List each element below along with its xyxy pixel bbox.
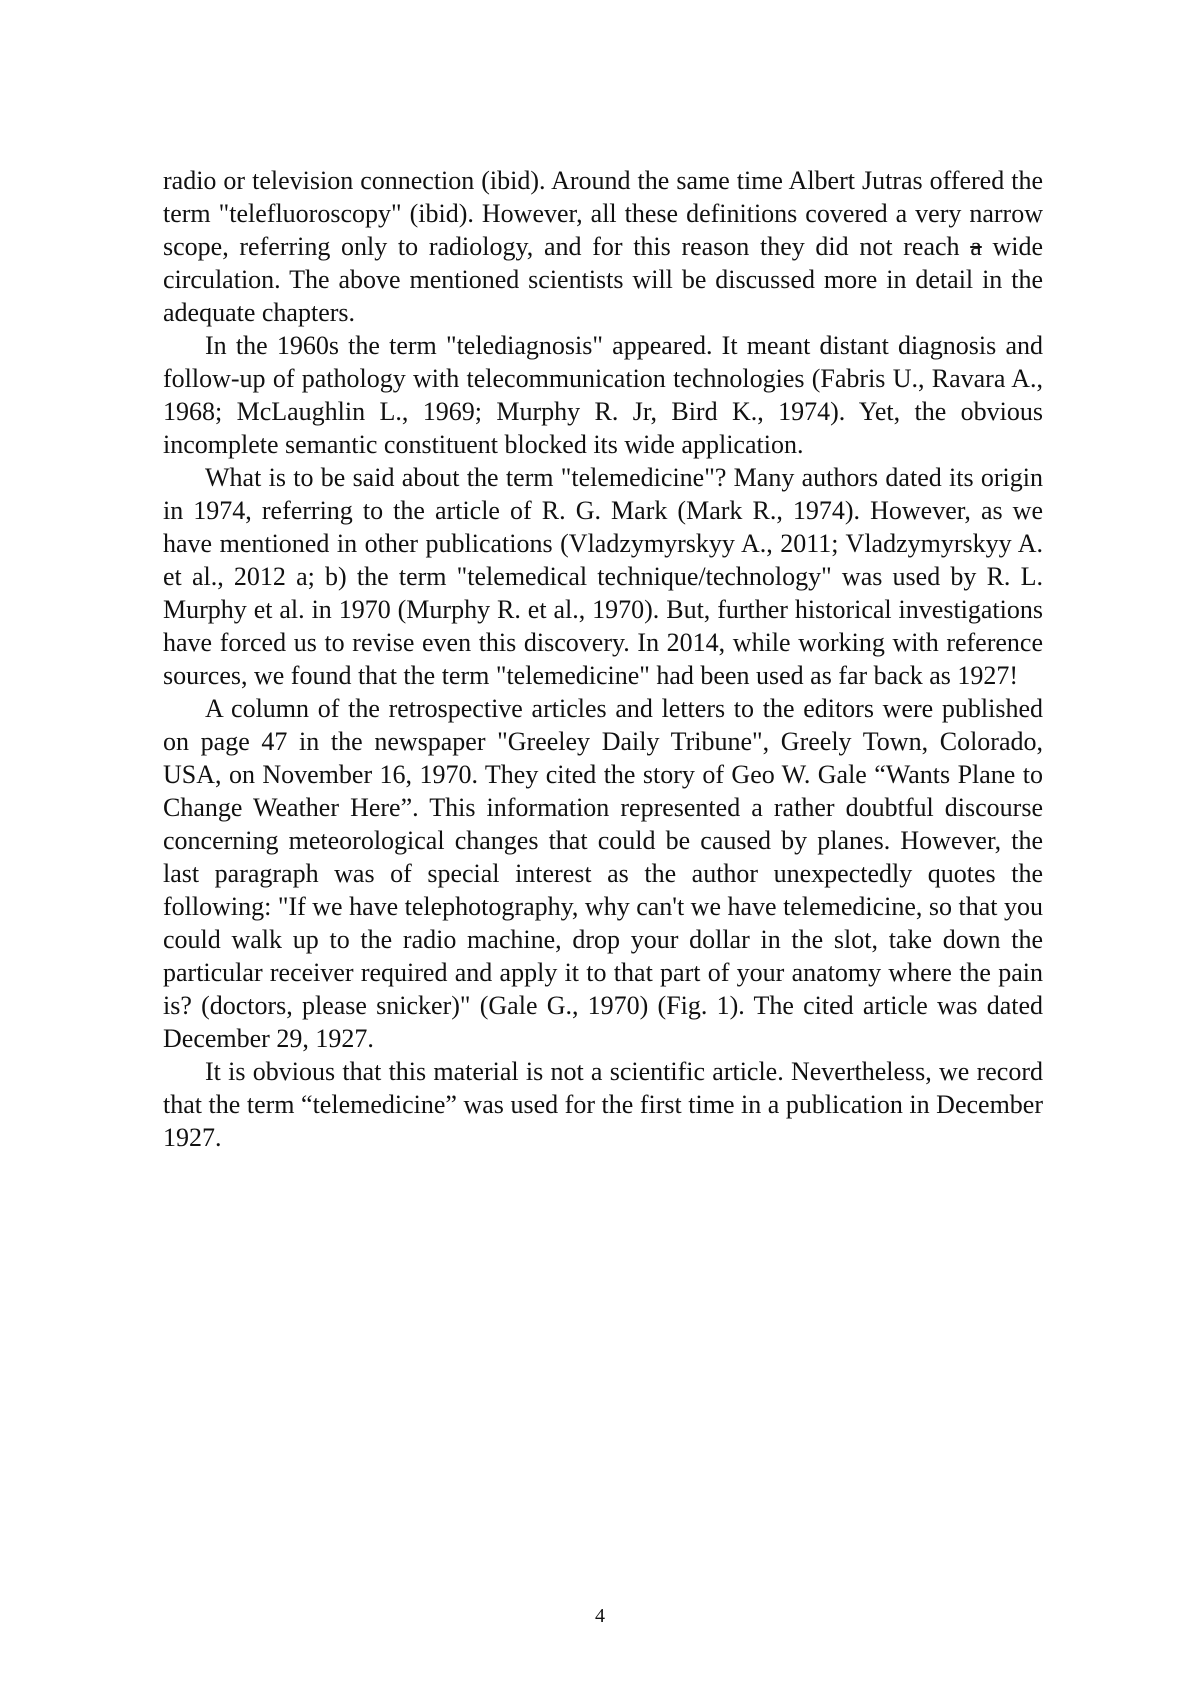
paragraph-5: It is obvious that this material is not a scientific article. Nevertheless, we record that the term “telemedicine” was used for the first time in a publication in December 1927.	[163, 1057, 1043, 1152]
paragraph-1-text-after: wide circulation. The above mentioned scientists will be discussed more in detail in the adequate chapters.	[163, 232, 1043, 327]
paragraph-4: A column of the retrospective articles and letters to the editors were published on page 47 in the newspaper "Greeley Daily Tribune", Greely Town, Colorado, USA, on November 16, 1970. They cited the story of Geo W. Gale “Wants Plane to Change Weather Here”. This information represented a rather doubtful discourse concerning meteorological changes that could be caused by planes. However, the last paragraph was of special interest as the author unexpectedly quotes the following: "If we have telephotography, why can't we have telemedicine, so that you could walk up to the radio machine, drop your dollar in the slot, take down the particular receiver required and apply it to that part of your anatomy where the pain is? (doctors, please snicker)" (Gale G., 1970) (Fig. 1). The cited article was dated December 29, 1927.	[163, 694, 1044, 1053]
paragraph-2: In the 1960s the term "telediagnosis" appeared. It meant distant diagnosis and follow-up of pathology with telecommunication technologies (Fabris U., Ravara A., 1968; McLaughlin L., 1969; Murphy R. Jr, Bird K., 1974). Yet, the obvious incomplete semantic constituent blocked its wide application.	[163, 331, 1043, 459]
page-number: 4	[595, 1605, 605, 1627]
struck-through-word: a	[970, 232, 982, 261]
paragraph-1-text-before: radio or television connection (ibid). Around the same time Albert Jutras offered the term "telefluoroscopy" (ibid). However, all these definitions covered a very narrow scope, referring only to radiology, and for this reason they did not reach	[163, 166, 1043, 261]
page-body	[163, 164, 1043, 1154]
paragraph-3: What is to be said about the term "telemedicine"? Many authors dated its origin in 1974, referring to the article of R. G. Mark (Mark R., 1974). However, as we have mentioned in other publications (Vladzymyrskyy A., 2011; Vladzymyrskyy A. et al., 2012 a; b) the term "telemedical technique/technology" was used by R. L. Murphy et al. in 1970 (Murphy R. et al., 1970). But, further historical investigations have forced us to revise even this discovery. In 2014, while working with reference sources, we found that the term "telemedicine" had been used as far back as 1927!	[163, 463, 1043, 690]
paragraph-1	[163, 164, 1043, 329]
